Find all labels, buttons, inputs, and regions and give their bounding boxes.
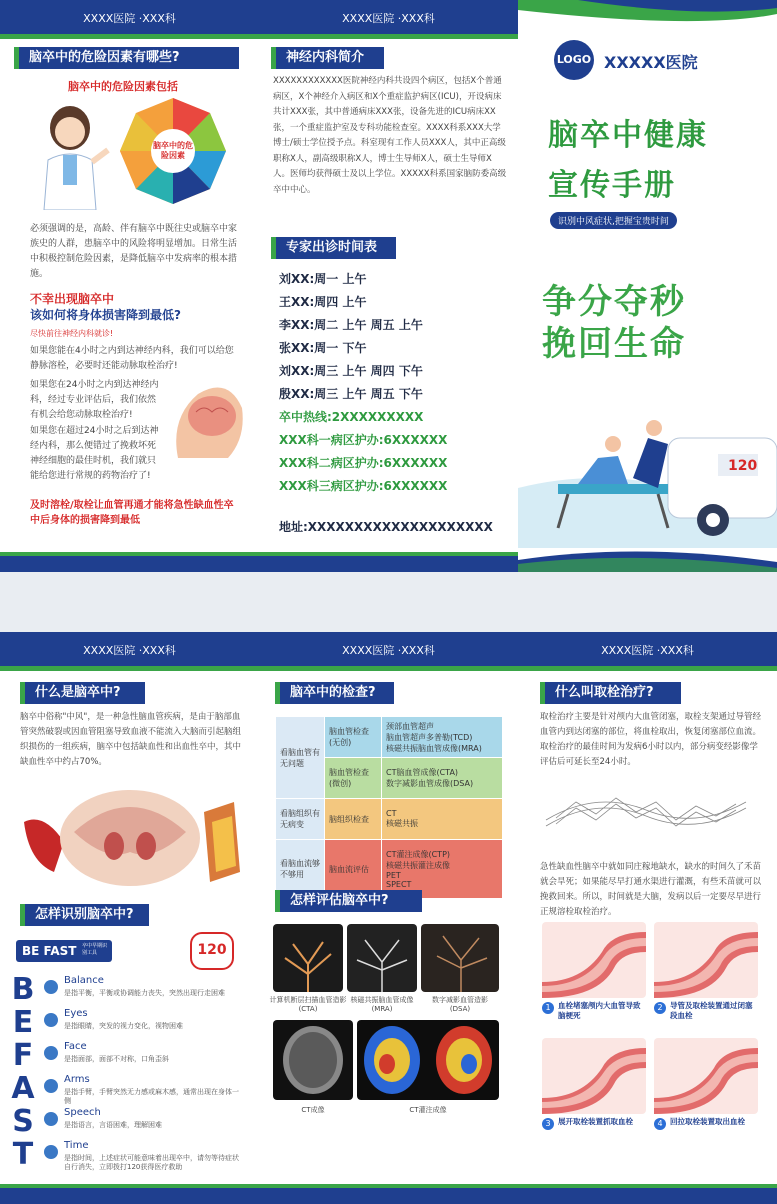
cover-panel: [518, 0, 777, 572]
exam-items: CT灌注成像(CTP) 核磁共振灌注成像 PET SPECT: [382, 840, 503, 899]
stroke-definition: 脑卒中俗称"中风"，是一种急性脑血管疾病，是由于脑部血管突然破裂或因血管阻塞导致血液不能流入大脑而引起脑组织损伤的一组疾病，脑卒中包括缺血性和出血性卒中，其中缺血性卒中约占70%。: [20, 712, 242, 767]
heading2-line1: 不幸出现脑卒中: [30, 292, 115, 306]
risk-paragraph: 必须强调的是，高龄、伴有脑卒中既往史或脑卒中家族史的人群，患脑卒中的风险将明显增加。日常生活中积极控制危险因素，是降低脑卒中发病率的根本措施。: [30, 224, 238, 279]
exam-category: 看脑血流够不够用: [276, 840, 325, 899]
exam-row: [276, 799, 503, 840]
schedule-item: 李XX:周二 上午 周五 上午: [279, 318, 423, 332]
step-number: 4: [654, 1118, 666, 1130]
heading2-line2: 该如何将身体损害降到最低?: [30, 308, 181, 322]
section-title-2: 怎样评估脑卒中?: [275, 890, 422, 912]
schedule-title: 专家出诊时间表: [271, 237, 396, 259]
logo: LOGO: [554, 40, 594, 80]
befast-label: BE FAST: [22, 944, 77, 958]
treatment-late: 如果您在超过24小时之后到达神经内科，那么便错过了挽救坏死神经细胞的最佳时机，我们就只能给您进行常规的药物治疗了!: [30, 426, 159, 481]
step-number: 2: [654, 1002, 666, 1014]
befast-letter: F: [12, 1038, 34, 1073]
befast-word: Speech: [64, 1107, 101, 1118]
befast-desc: 是指眼睛，突发的视力变化，视物困难: [64, 1022, 183, 1030]
thrombectomy-intro: 取栓治疗主要是针对颅内大血管闭塞，取栓支架通过导管经血管内到达闭塞的部位，将血栓取出，恢复闭塞部位血流。取栓治疗的最佳时间为发病6小时以内，部分病变经影像学评估后可延长至24小时。: [540, 712, 762, 767]
hotline-item: XXX科二病区护办:6XXXXXX: [279, 456, 448, 470]
dsa-image: [421, 924, 499, 992]
schedule-item: 张XX:周一 下午: [279, 341, 367, 355]
emergency-phone: 120: [190, 932, 234, 970]
befast-word: Balance: [64, 975, 104, 986]
schedule-item: 殷XX:周三 上午 周五 下午: [279, 387, 423, 401]
ct-image: [273, 1020, 353, 1100]
schedule-item: 王XX:周四 上午: [279, 295, 367, 309]
exam-type: 脑组织检查: [325, 799, 382, 840]
slogan-line2: 挽回生命: [542, 324, 686, 364]
examination-panel: [259, 632, 518, 1204]
hotline-item: XXX科一病区护办:6XXXXXX: [279, 433, 448, 447]
befast-desc: 是指手臂，手臂突然无力感或麻木感，通常出现在身体一侧: [64, 1088, 239, 1105]
symptom-icon: [44, 1145, 58, 1159]
schedule-item: 刘XX:周三 上午 周四 下午: [279, 364, 423, 378]
brochure-outside: [0, 0, 777, 572]
step-illustration: [542, 922, 646, 998]
befast-letter: T: [12, 1137, 34, 1172]
exam-items: CT 核磁共振: [382, 799, 503, 840]
treatment-4h: 如果您能在4小时之内到达神经内科，我们可以给您静脉溶栓，必要时还能动脉取栓治疗!: [30, 346, 234, 371]
schedule-list: [279, 268, 509, 498]
befast-word: Arms: [64, 1074, 90, 1085]
befast-letter: B: [11, 972, 35, 1007]
befast-row: [10, 1137, 250, 1177]
step-illustration: [542, 1038, 646, 1114]
brochure-inside: [0, 632, 777, 1204]
befast-letter: E: [12, 1005, 34, 1040]
befast-desc: 是指时间，上述症状可能意味着出现卒中，请勿等待症状自行消失，立即拨打120获得医疗救助: [64, 1154, 239, 1171]
thrombectomy-analogy: 急性缺血性脑卒中就如同庄稼地缺水，缺水的时间久了禾苗就会旱死；如果能尽早打通水渠进行灌溉，有些禾苗就可以挽救回来。所以，时间就是大脑，发病以后一定要尽早进行正规溶栓取栓治疗。: [540, 862, 762, 917]
cta-caption: 计算机断层扫描血管造影(CTA): [269, 996, 347, 1013]
conclusion: 及时溶栓/取栓让血管再通才能将急性缺血性卒中后身体的损害降到最低: [30, 500, 234, 526]
step-text: 导管及取栓装置通过闭塞段血栓: [670, 1001, 753, 1020]
befast-letter: S: [12, 1104, 34, 1139]
befast-letter: A: [11, 1071, 35, 1106]
brain-illustration: [168, 378, 246, 466]
subhead: 尽快前往神经内科就诊!: [30, 329, 114, 338]
header-text: XXXX医院 ·XXX科: [601, 644, 694, 657]
exam-row: [276, 717, 503, 758]
ct-caption: CT成像: [301, 1106, 325, 1114]
step-text: 血栓堵塞颅内大血管导致脑梗死: [558, 1001, 641, 1020]
exam-type: 脑血流评估: [325, 840, 382, 899]
cover-title-line1: 脑卒中健康: [548, 118, 708, 153]
symptom-icon: [44, 1046, 58, 1060]
wheel-title: 脑卒中的危险因素包括: [68, 80, 178, 93]
step-illustration: [654, 922, 758, 998]
exam-type: 脑血管检查(无创): [325, 717, 382, 758]
befast-desc: 是指语言，言语困难，理解困难: [64, 1121, 162, 1129]
ctp-caption: CT灌注成像: [409, 1106, 447, 1114]
schedule-item: 刘XX:周一 上午: [279, 272, 367, 286]
step-number: 1: [542, 1002, 554, 1014]
exam-category: 看脑血管有无问题: [276, 717, 325, 799]
befast-desc: 是指平衡，平衡或协调能力丧失，突然出现行走困难: [64, 989, 225, 997]
section-title: 脑卒中的危险因素有哪些?: [14, 47, 239, 69]
befast-subtitle: 卒中早期识别工具: [82, 943, 108, 956]
symptom-icon: [44, 1013, 58, 1027]
symptom-icon: [44, 1079, 58, 1093]
befast-word: Face: [64, 1041, 87, 1052]
hospital-name: XXXXX医院: [604, 53, 698, 72]
mra-caption: 核磁共振脑血管成像(MRA): [350, 996, 414, 1013]
symptom-icon: [44, 980, 58, 994]
wheel-center-label: 脑卒中的危险因素: [153, 141, 193, 160]
cover-title-line2: 宣传手册: [548, 168, 676, 203]
panel-header: [0, 0, 259, 34]
section-title: 脑卒中的检查?: [275, 682, 394, 704]
treatment-24h: 如果您在24小时之内到达神经内科，经过专业评估后，我们依然有机会给您动脉取栓治疗!: [30, 380, 159, 420]
doctor-illustration: [30, 100, 110, 210]
step-illustration: [654, 1038, 758, 1114]
step-text: 回拉取栓装置取出血栓: [670, 1117, 745, 1126]
what-is-stroke-panel: [0, 632, 259, 1204]
risk-factors-panel: [0, 0, 259, 572]
ambulance-number: 120: [728, 458, 758, 474]
department-intro: XXXXXXXXXXXX医院神经内科共设四个病区，包括X个普通病区，X个神经介入病区和X个重症监护病区(ICU)，开设病床共计XXX张，其中普通病床XXX张，设备先进的ICU病床XX张，一个重症监护室及专科功能检查室。XXXX科系XXX大学博士/硕士学位授予点。科室现有工作人员XXX人，其中正高级职称X人，副高级职称X人，博士生导师X人，硕士生导师X人。医师均获得硕士及以上学位。XXXXX科系国家脑防委高级卒中中心。: [273, 76, 507, 195]
exam-items: 颈部血管超声 脑血管超声多普勒(TCD) 核磁共振脑血管成像(MRA): [382, 717, 503, 758]
slogan-line1: 争分夺秒: [542, 282, 686, 322]
header-text: XXXX医院 ·XXX科: [342, 12, 435, 25]
exam-table: [275, 716, 503, 899]
section-title: 什么是脑卒中?: [20, 682, 145, 704]
hotline-item: 卒中热线:2XXXXXXXXX: [279, 410, 424, 424]
symptom-icon: [44, 1112, 58, 1126]
mra-image: [347, 924, 417, 992]
section-title: 什么叫取栓治疗?: [540, 682, 681, 704]
exam-category: 看脑组织有无病变: [276, 799, 325, 840]
step-text: 展开取栓装置抓取血栓: [558, 1117, 633, 1126]
exam-type: 脑血管检查(微创): [325, 758, 382, 799]
section-title-2: 怎样识别脑卒中?: [20, 904, 149, 926]
cover-bottom-wave: [518, 542, 777, 572]
header-text: XXXX医院 ·XXX科: [83, 12, 176, 25]
befast-badge: [16, 940, 112, 962]
cover-tagline: 识别中风症状,把握宝贵时间: [550, 212, 677, 229]
header-text: XXXX医院 ·XXX科: [83, 644, 176, 657]
address: 地址:XXXXXXXXXXXXXXXXXXXX: [279, 520, 493, 534]
ctp-image: [357, 1020, 499, 1100]
befast-word: Time: [64, 1140, 89, 1151]
thrombectomy-panel: [518, 632, 777, 1204]
department-panel: [259, 0, 518, 572]
cta-image: [273, 924, 343, 992]
cover-top-wave: [518, 0, 777, 36]
brain-cross-section: [14, 782, 246, 892]
befast-word: Eyes: [64, 1008, 88, 1019]
section-title: 神经内科简介: [271, 47, 384, 69]
befast-desc: 是指面部，面部不对称，口角歪斜: [64, 1055, 169, 1063]
stent-illustration: [536, 780, 764, 850]
step-number: 3: [542, 1118, 554, 1130]
dsa-caption: 数字减影血管造影(DSA): [432, 996, 488, 1013]
hotline-item: XXX科三病区护办:6XXXXXX: [279, 479, 448, 493]
exam-items: CT脑血管成像(CTA) 数字减影血管成像(DSA): [382, 758, 503, 799]
header-text: XXXX医院 ·XXX科: [342, 644, 435, 657]
